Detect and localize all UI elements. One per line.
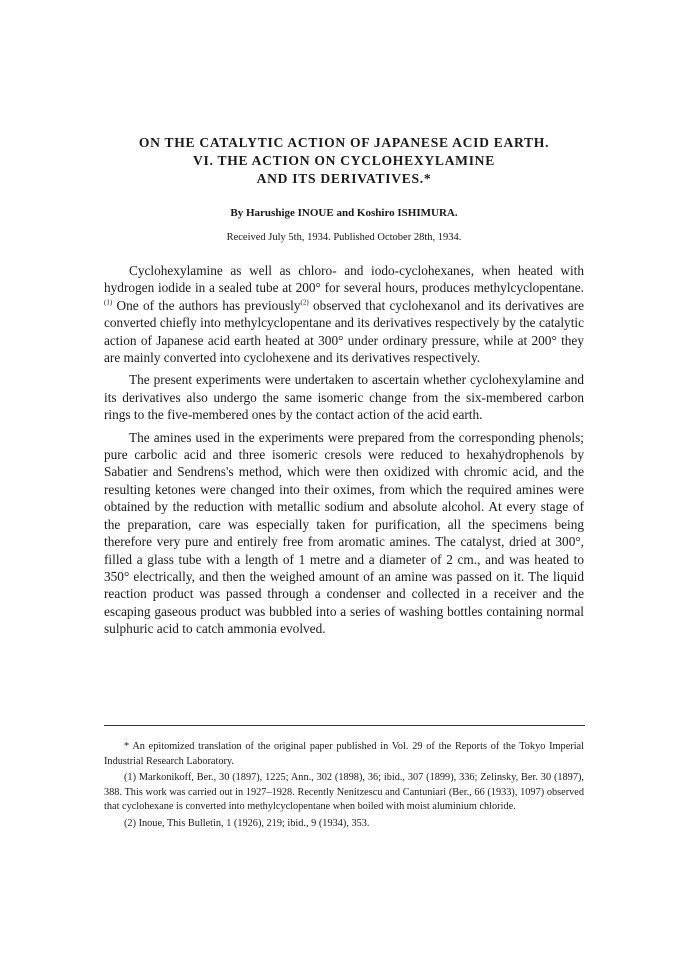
footnote-ref-1: (1) bbox=[104, 298, 113, 307]
paper-title-line-2: VI. THE ACTION ON CYCLOHEXYLAMINE bbox=[193, 153, 495, 168]
footnotes bbox=[104, 740, 584, 834]
author-line: By Harushige INOUE and Koshiro ISHIMURA. bbox=[230, 207, 458, 219]
footnote-divider bbox=[104, 725, 585, 726]
paragraph-3: The amines used in the experiments were prepared from the corresponding phenols; pure carbolic acid and three isomeric cresols were reduced to hexahydrophenols by Sabatier and Sendrens's method, which were then oxidized with chromic acid, and the resulting ketones were changed into their oximes, from which the required amines were obtained by the reduction with metallic sodium and absolute alcohol. At every stage of the preparation, care was especially taken for purification, all the specimens being therefore very pure and entirely free from aromatic amines. The catalyst, dried at 300°, filled a glass tube with a length of 1 metre and a diameter of 2 cm., and was heated to 350° electrically, and then the weighed amount of an amine was passed on it. The liquid reaction product was passed through a condenser and collected in a receiver and the escaping gaseous product was bubbled into a series of washing bottles containing normal sulphuric acid to catch ammonia evolved. bbox=[104, 429, 584, 637]
footnote-1: (1) Markonikoff, Ber., 30 (1897), 1225; Ann., 302 (1898), 36; ibid., 307 (1899), 336; Zelinsky, Ber. 30 (1897), 388. This work was carried out in 1927–1928. Recently Nenitzescu and Cantuniari (Ber., 66 (1933), 1097) observed that cyclohexane is converted into methylcyclopentane when boiled with moist aluminium chloride. bbox=[104, 772, 584, 813]
body-text bbox=[104, 262, 584, 643]
footnote-ref-2: (2) bbox=[300, 298, 309, 307]
paragraph-1-part-a: Cyclohexylamine as well as chloro- and iodo-cyclohexanes, when heated with hydrogen iodide in a sealed tube at 200° for several hours, produces methylcyclopentane. bbox=[104, 263, 584, 296]
paper-title-line-3: AND ITS DERIVATIVES.* bbox=[256, 171, 432, 186]
received-date-line: Received July 5th, 1934. Published October 28th, 1934. bbox=[226, 232, 462, 243]
footnote-2: (2) Inoue, This Bulletin, 1 (1926), 219; ibid., 9 (1934), 353. bbox=[124, 817, 370, 829]
footnote-star: * An epitomized translation of the original paper published in Vol. 29 of the Reports of the Tokyo Imperial Industrial Research Laboratory. bbox=[104, 741, 584, 767]
paragraph-2: The present experiments were undertaken to ascertain whether cyclohexylamine and its derivatives also undergo the same isomeric change from the six-membered carbon rings to the five-membered ones by the contact action of the acid earth. bbox=[104, 372, 584, 423]
paragraph-1 bbox=[104, 262, 584, 366]
paragraph-1-part-b: One of the authors has previously bbox=[112, 297, 301, 313]
paper-title-line-1: ON THE CATALYTIC ACTION OF JAPANESE ACID EARTH. bbox=[138, 135, 550, 150]
paragraph-1-part-c: observed that cyclohexanol and its derivatives are converted chiefly into methylcyclopentane and its derivatives respectively by the catalytic action of Japanese acid earth heated at 300° under ordinary pressure, while at 200° they are mainly converted into cyclohexene and its derivatives respectively. bbox=[104, 297, 584, 366]
